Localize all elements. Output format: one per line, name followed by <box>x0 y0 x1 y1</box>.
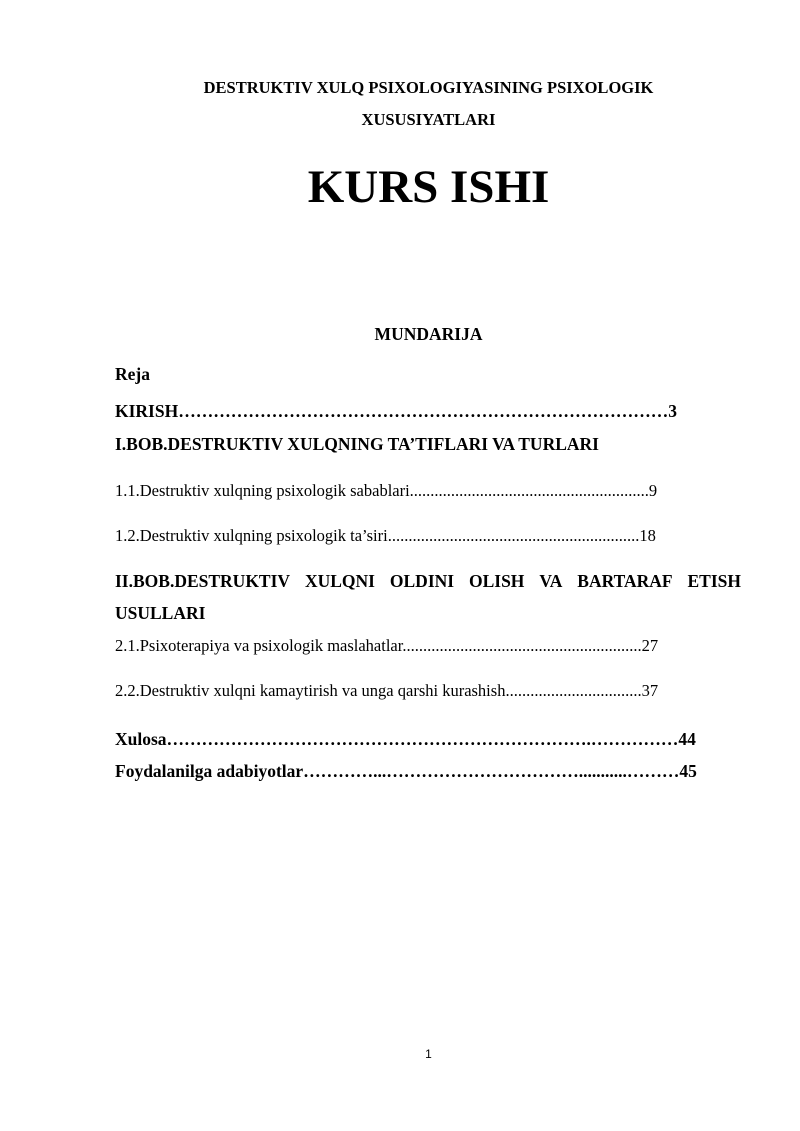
toc-entry-conclusion: Xulosa……………………………………………………………….……………44 <box>115 729 696 749</box>
chapter-2-word: OLDINI <box>389 571 455 591</box>
chapter-2-word: VA <box>539 571 563 591</box>
toc-entry-1-2: 1.2.Destruktiv xulqning psixologik ta’siri.............................................................18 <box>115 526 656 545</box>
chapter-2-word: II.BOB.DESTRUKTIV <box>115 571 291 591</box>
table-of-contents-heading: MUNDARIJA <box>374 324 483 344</box>
toc-chapter-1-heading: I.BOB.DESTRUKTIV XULQNING TA’TIFLARI VA TURLARI <box>115 434 599 454</box>
chapter-2-word: ETISH <box>687 571 741 591</box>
toc-entry-references: Foydalanilga adabiyotlar…………...……………………………...........………45 <box>115 761 697 781</box>
toc-entry-1-1: 1.1.Destruktiv xulqning psixologik sabablari..........................................................9 <box>115 481 658 500</box>
plan-label: Reja <box>115 364 150 384</box>
chapter-2-word: XULQNI <box>304 571 375 591</box>
chapter-2-word: BARTARAF <box>577 571 673 591</box>
toc-chapter-2-heading <box>115 571 741 592</box>
toc-entry-2-1: 2.1.Psixoterapiya va psixologik maslahatlar..........................................................27 <box>115 636 659 655</box>
document-title-line-2: XUSUSIYATLARI <box>361 110 496 129</box>
chapter-2-word: OLISH <box>468 571 525 591</box>
toc-entry-2-2: 2.2.Destruktiv xulqni kamaytirish va unga qarshi kurashish.................................37 <box>115 681 659 700</box>
toc-entry-introduction: KIRISH…………………………………………………………………………3 <box>115 401 677 421</box>
page-number: 1 <box>425 1047 432 1061</box>
document-title-line-1: DESTRUKTIV XULQ PSIXOLOGIYASINING PSIXOLOGIK <box>203 78 654 97</box>
toc-chapter-2-heading-line-2: USULLARI <box>115 603 206 623</box>
course-work-title: KURS ISHI <box>307 161 550 213</box>
